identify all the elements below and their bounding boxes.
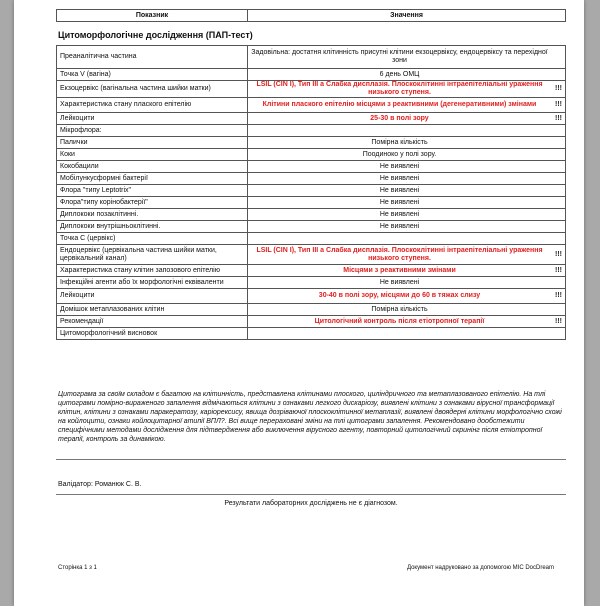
row-value-text: Задовільна: достатня клітинність присутні клітини екзоцервіксу, ендоцервіксу та перехідної зони (251, 49, 548, 64)
row-value (248, 46, 566, 69)
table-row (57, 98, 566, 113)
table-row (57, 125, 566, 137)
row-value-text: Не виявлені (379, 174, 420, 182)
header-row (57, 10, 566, 22)
table-row (57, 277, 566, 289)
row-label: Характеристика стану плаского епітелію (57, 98, 248, 113)
row-label: Диплококи внутрішньоклітинні. (57, 221, 248, 233)
row-label: Флора "типу Leptotrix" (57, 185, 248, 197)
row-value (248, 161, 566, 173)
cytology-conclusion: Цитограма за своїм складом є багатою на клітинність, представлена клітинами плоского, циліндричного та метаплазованого епітелію. На тлі цитограми помірно-вираженого запалення відмічаються клітини з ознаками легкого дискаріозу, виявлені клітини з ознаками вірусної трансформації клітин, клітини з ознаками паракератозу, каріорексису, явища дозріваючої плоскоклітинної метаплазії, виявлені двоядерні клітини морфологічно схожі на койлоцити, ознаки койлоцитарної атипії ВПЛ?. Всі вище перераховані зміни на тлі цитограми запалення. Рекомендовано дообстежити специфічними методами дослідження для підтвердження або виключення вірусного агенту, повторний цитологічний скринінг після етіотропної терапії, контроль за динамікою. (58, 391, 562, 443)
row-label: Палички (57, 137, 248, 149)
row-label: Домішок метаплазованих клітин (57, 304, 248, 316)
table-row (57, 113, 566, 125)
row-label: Мобілункусформні бактерії (57, 173, 248, 185)
alert-marker: !!! (555, 114, 562, 122)
results-table (56, 45, 566, 340)
divider-top (56, 459, 566, 460)
row-value-text: Помірна кількість (371, 138, 428, 146)
row-label: Точка С (цервікс) (57, 233, 248, 245)
alert-marker: !!! (555, 101, 562, 108)
validator: Валідатор: Романюк С. В. (58, 481, 142, 488)
row-label: Цитоморфологічний висновок (57, 328, 248, 340)
row-value (248, 81, 566, 98)
table-row (57, 185, 566, 197)
row-value (248, 197, 566, 209)
alert-marker: !!! (555, 85, 562, 92)
row-label: Лейкоцити (57, 289, 248, 304)
row-value (248, 137, 566, 149)
printed-by: Документ надруковано за допомогою МІС DocDream (406, 565, 554, 571)
page-number: Сторінка 1 з 1 (58, 565, 97, 571)
row-value (248, 265, 566, 277)
row-value (248, 277, 566, 289)
row-value-text: 25-30 в полі зору (370, 114, 429, 122)
row-value-text: Не виявлені (379, 198, 420, 206)
table-row (57, 221, 566, 233)
header-value: Значення (248, 10, 566, 22)
row-value (248, 221, 566, 233)
disclaimer: Результати лабораторних досліджень не є діагнозом. (224, 500, 398, 507)
row-value (248, 289, 566, 304)
alert-marker: !!! (555, 266, 562, 274)
table-row (57, 289, 566, 304)
table-row (57, 328, 566, 340)
row-value (248, 185, 566, 197)
table-row (57, 233, 566, 245)
row-label: Флора"типу корінобактерії" (57, 197, 248, 209)
section-title: Цитоморфологічне дослідження (ПАП-тест) (58, 30, 253, 40)
alert-marker: !!! (555, 292, 562, 299)
row-value (248, 316, 566, 328)
row-value (248, 173, 566, 185)
row-label: Ендоцервікс (цервікальна частина шийки матки, цервікальний канал) (57, 245, 248, 265)
row-value-text: Місцями з реактивними змінами (343, 266, 456, 274)
row-value (248, 304, 566, 316)
row-value (248, 125, 566, 137)
row-value-text: LSIL (CIN I), Тип III а Слабка дисплазія. Плоскоклітинні інтраепітеліальні ураження низького ступеня. (256, 246, 543, 262)
document-page (14, 0, 584, 606)
row-label: Преаналітична частина (57, 46, 248, 69)
row-label: Рекомендації (57, 316, 248, 328)
divider-bottom (56, 494, 566, 495)
row-value (248, 149, 566, 161)
table-row (57, 209, 566, 221)
row-value-text: Не виявлені (379, 210, 420, 218)
row-value-text: Помірна кількість (371, 305, 428, 313)
row-value (248, 233, 566, 245)
row-label: Екзоцервікс (вагінальна частина шийки матки) (57, 81, 248, 98)
row-label: Лейкоцити (57, 113, 248, 125)
row-value-text: 30-40 в полі зору, місцями до 60 в тяжах слизу (318, 292, 481, 299)
table-row (57, 265, 566, 277)
row-value (248, 328, 566, 340)
table-row (57, 161, 566, 173)
row-value-text: Поодиноко у полі зору. (362, 150, 437, 158)
row-value-text: Не виявлені (379, 162, 420, 170)
header-indicator: Показник (57, 10, 248, 22)
table-row (57, 316, 566, 328)
row-value (248, 69, 566, 81)
row-value-text: 6 день ОМЦ (379, 70, 420, 78)
row-value-text: Не виявлені (379, 278, 420, 286)
table-row (57, 137, 566, 149)
row-label: Мікрофлора: (57, 125, 248, 137)
table-row (57, 46, 566, 69)
alert-marker: !!! (555, 317, 562, 325)
row-value-text: Клітини плаского епітелію місцями з реактивними (дегенеративними) змінами (262, 101, 537, 108)
table-row (57, 245, 566, 265)
table-row (57, 197, 566, 209)
row-label: Інфекційні агенти або їх морфологічні еквіваленти (57, 277, 248, 289)
row-value (248, 245, 566, 265)
row-label: Кокобацили (57, 161, 248, 173)
row-label: Характеристика стану клітин запозового епітелію (57, 265, 248, 277)
table-row (57, 81, 566, 98)
row-value (248, 98, 566, 113)
row-value-text: LSIL (CIN I), Тип III а Слабка дисплазія. Плоскоклітинні інтраепітеліальні ураження низького ступеня. (256, 81, 543, 96)
row-value (248, 209, 566, 221)
table-row (57, 69, 566, 81)
results-header-table (56, 9, 566, 22)
row-label: Точка V (вагіна) (57, 69, 248, 81)
alert-marker: !!! (555, 250, 562, 258)
row-value-text: Не виявлені (379, 222, 420, 230)
row-label: Коки (57, 149, 248, 161)
row-value-text: Не виявлені (379, 186, 420, 194)
table-row (57, 304, 566, 316)
row-value-text: Цитологічний контроль після етіотропної терапії (314, 317, 485, 325)
table-row (57, 173, 566, 185)
table-row (57, 149, 566, 161)
row-value (248, 113, 566, 125)
row-label: Диплококи позаклітинні. (57, 209, 248, 221)
